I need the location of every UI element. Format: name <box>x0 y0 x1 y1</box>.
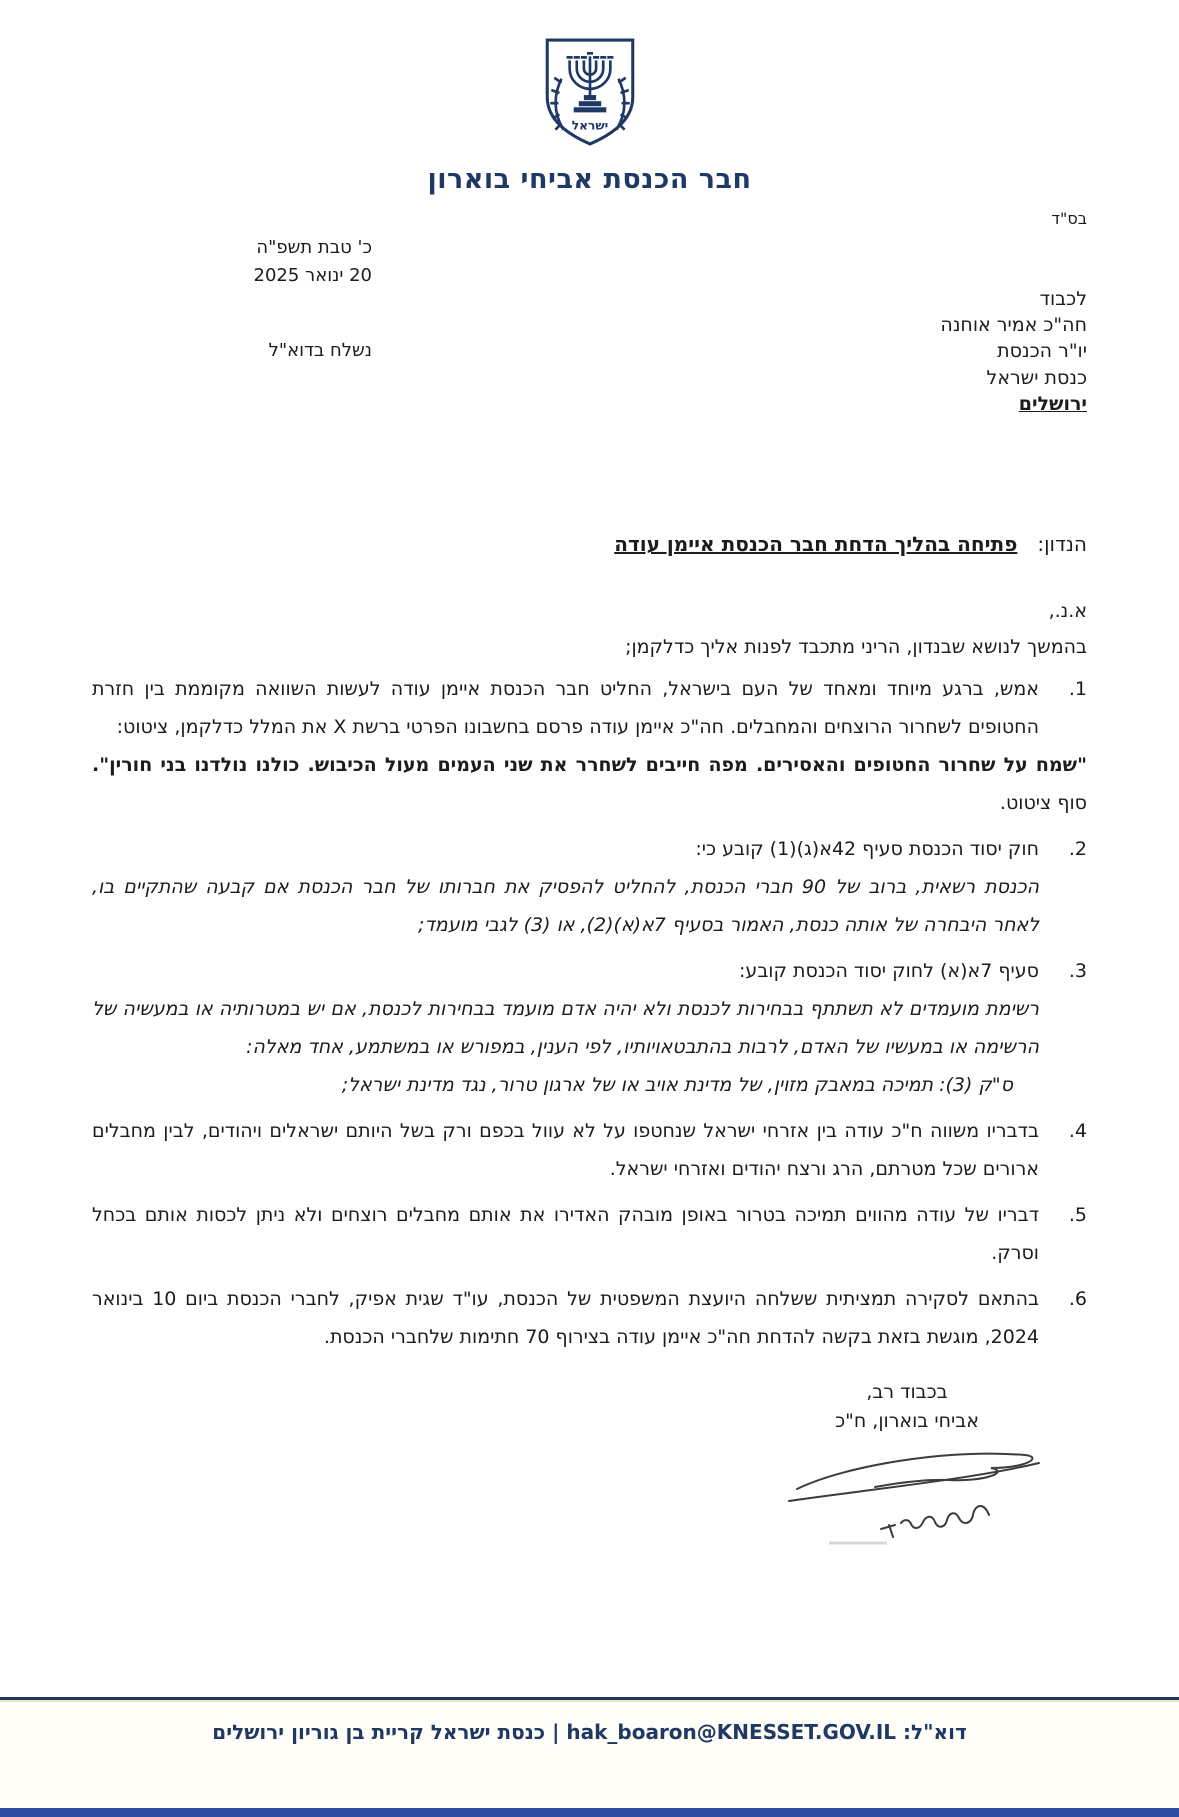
letter-footer <box>0 1697 1179 1817</box>
list-item <box>92 952 1087 1104</box>
addressee-city: ירושלים <box>1018 392 1087 415</box>
signature-closing: בכבוד רב, <box>866 1381 948 1403</box>
list-item <box>92 1280 1087 1356</box>
item-number: 5. <box>1068 1204 1087 1226</box>
letterhead-title: חבר הכנסת אביחי בוארון <box>427 164 752 195</box>
footer-bottom-bar <box>0 1808 1179 1817</box>
footer-contact: דוא"ל: hak_boaron@KNESSET.GOV.IL | כנסת ישראל קריית בן גוריון ירושלים <box>212 1720 967 1744</box>
item-number: 3. <box>1068 960 1087 982</box>
addressee-line: לכבוד <box>1039 288 1087 310</box>
subject-line <box>92 532 1087 556</box>
emblem-caption: ישראל <box>571 118 608 133</box>
bsd-note: בס"ד <box>1051 209 1087 228</box>
item-paragraph: הכנסת רשאית, ברוב של 90 חברי הכנסת, להחליט להפסיק את חברותו של חבר הכנסת אם קבעה שהתקיים בו, לאחר היבחרה של אותה כנסת, האמור בסעיף 7א(א)(2), או (3) לגבי מועמד; <box>92 876 1039 936</box>
addressee-block <box>940 286 1087 417</box>
item-number: 1. <box>1068 678 1087 700</box>
list-item <box>92 670 1087 822</box>
item-paragraph: סעיף 7א(א) לחוק יסוד הכנסת קובע: <box>739 960 1039 982</box>
list-item <box>92 830 1087 944</box>
intro-line: בהמשך לנושא שבנדון, הריני מתכבד לפנות אליך כדלקמן; <box>625 636 1087 658</box>
addressee-line: חה"כ אמיר אוחנה <box>940 314 1087 337</box>
signature-block <box>787 1378 1027 1560</box>
item-paragraph: אמש, ברגע מיוחד ומאחד של העם בישראל, החליט חבר הכנסת איימן עודה לעשות השוואה מקוממת בין חזרת החטופים לשחרור הרוצחים והמחבלים. חה"כ איימן עודה פרסם בחשבונו הפרטי ברשת X את המלל כדלקמן, ציטוט: <box>92 678 1039 738</box>
item-number: 2. <box>1068 838 1087 860</box>
gregorian-date: 20 ינואר 2025 <box>253 264 372 286</box>
salutation: א.נ., <box>1048 600 1087 622</box>
footer-accent-line <box>0 1700 1179 1702</box>
handwritten-signature-image <box>787 1441 1057 1560</box>
emblem-container <box>92 0 1087 148</box>
body-items <box>92 670 1087 1356</box>
item-number: 4. <box>1068 1120 1087 1142</box>
addressee-line: כנסת ישראל <box>986 366 1087 389</box>
item-paragraph: רשימת מועמדים לא תשתתף בבחירות לכנסת ולא יהיה אדם מועמד בבחירות לכנסת, אם יש במטרותיה או במעשיה של הרשימה או במעשיו של האדם, לרבות בהתבטאויותיו, לפי הענין, במפורש או במשתמע, אחד מאלה: <box>92 998 1039 1058</box>
letter-meta <box>92 228 1087 528</box>
subject-label: הנדון: <box>1037 532 1087 556</box>
item-paragraph: בדבריו משווה ח"כ עודה בין אזרחי ישראל שנחטפו על לא עוול בכפם ורק בשל היותם ישראלים ויהודים, לבין מחבלים ארורים שכל מטרתם, הרג ורצח יהודים ואזרחי ישראל. <box>92 1120 1039 1180</box>
list-item <box>92 1112 1087 1188</box>
signature-name: אביחי בוארון, ח"כ <box>835 1409 979 1432</box>
subject-text: פתיחה בהליך הדחת חבר הכנסת איימן עודה <box>614 532 1018 556</box>
item-paragraph: דבריו של עודה מהווים תמיכה בטרור באופן מובהק האדירו את אותם מחבלים רוצחים ולא ניתן לכסות אותם בכחל וסרק. <box>92 1204 1039 1264</box>
sent-via-note: נשלח בדוא"ל <box>268 340 372 361</box>
date-block <box>242 234 372 290</box>
item-number: 6. <box>1068 1288 1087 1310</box>
item-paragraph: חוק יסוד הכנסת סעיף 42א(ג)(1) קובע כי: <box>695 838 1039 860</box>
item-paragraph: ס"ק (3): תמיכה במאבק מזוין, של מדינת אויב או של ארגון טרור, נגד מדינת ישראל; <box>341 1074 1013 1096</box>
item-paragraph: "שמח על שחרור החטופים והאסירים. מפה חייבים לשחרר את שני העמים מעול הכיבוש. כולנו נולדנו בני חורין". סוף ציטוט. <box>92 754 1087 814</box>
addressee-line: יו"ר הכנסת <box>997 340 1087 363</box>
israel-state-emblem-icon <box>538 36 642 148</box>
list-item <box>92 1196 1087 1272</box>
item-paragraph: בהתאם לסקירה תמציתית ששלחה היועצת המשפטית של הכנסת, עו"ד שגית אפיק, לחברי הכנסת ביום 10 בינואר 2024, מוגשת בזאת בקשה להדחת חה"כ איימן עודה בצירוף 70 חתימות שלחברי הכנסת. <box>92 1288 1040 1348</box>
hebrew-date: כ' טבת תשפ"ה <box>256 237 372 258</box>
